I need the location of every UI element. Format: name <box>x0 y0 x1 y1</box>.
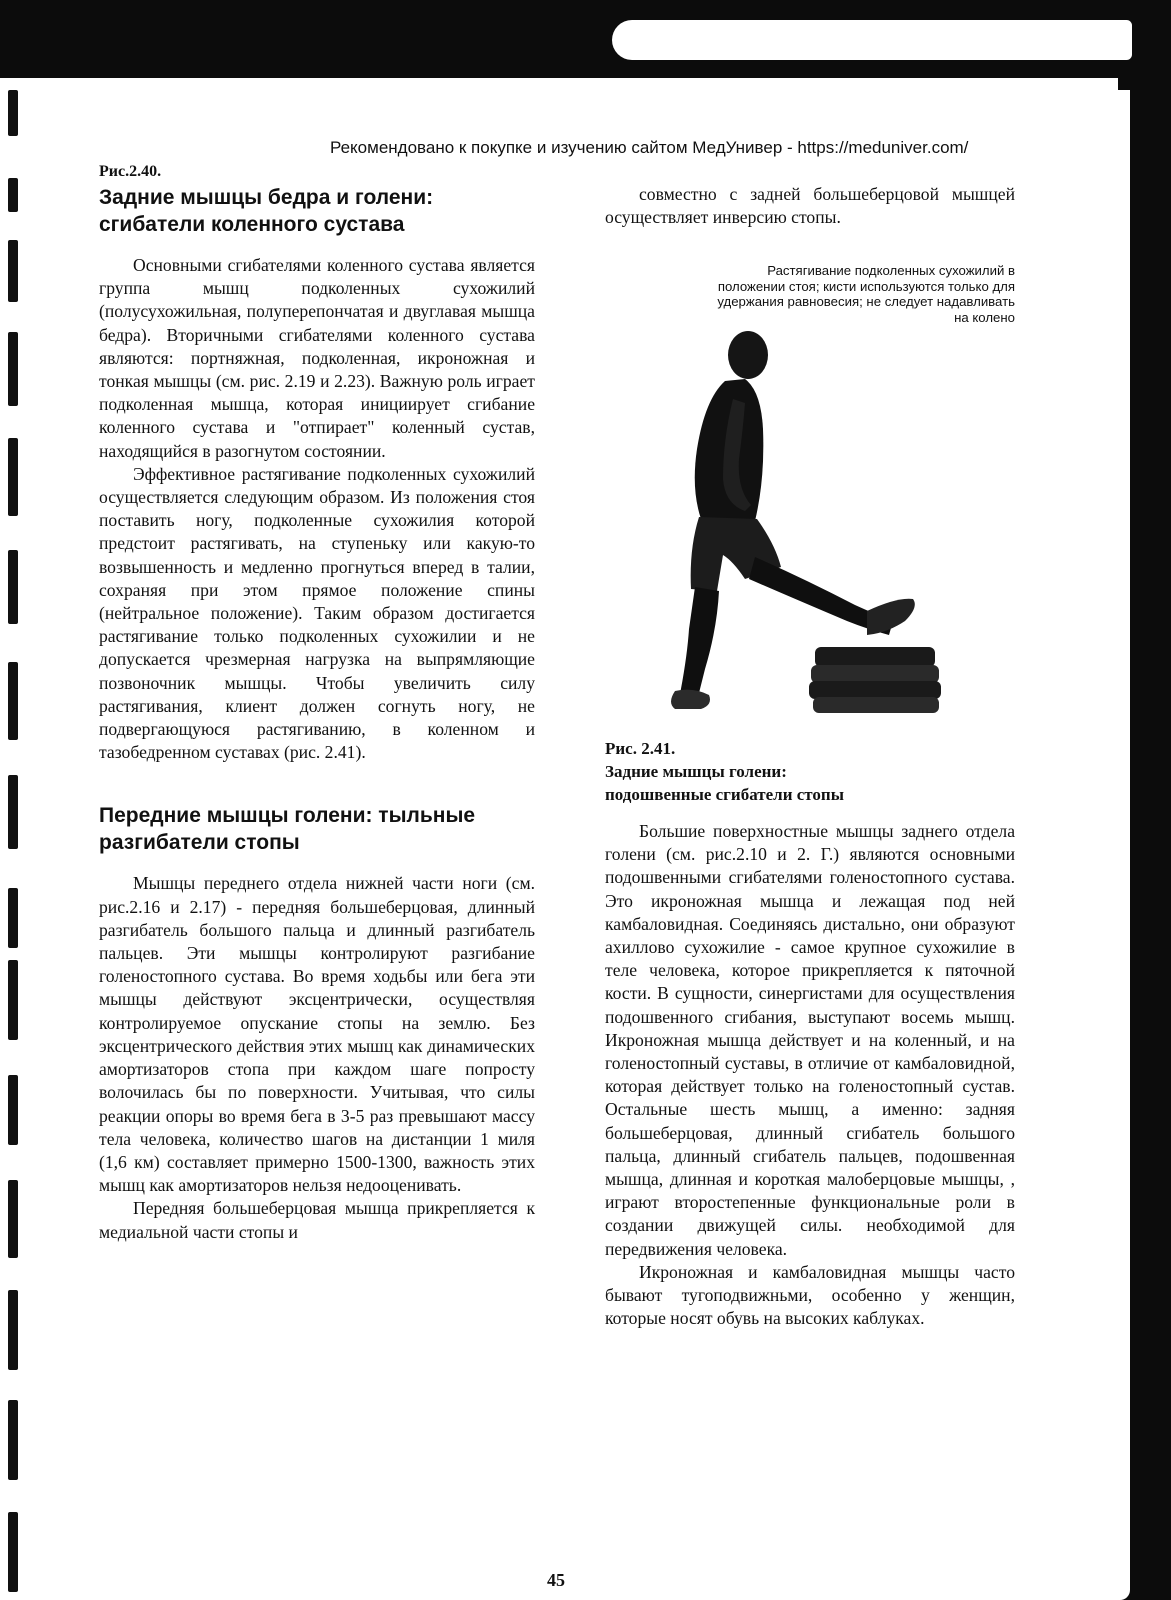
left-column <box>99 162 535 1244</box>
paragraph-flexors: Основными сгибателями коленного сустава является группа мышц подколенных сухожилий (полусухожильная, полуперепончатая и двуглавая мышца бедра). Вторичными сгибателями коленного сустава являются: портняжная, подколенная, икроножная и тонкая мышцы (см. рис. 2.19 и 2.23). Важную роль играет подколенная мышца, которая инициирует сгибание коленного сустава и "отпирает" коленный сустав, находящийся в разогнутом состоянии. <box>99 255 535 461</box>
paragraph-tibialis-anterior: Передняя большеберцовая мышца прикрепляется к медиальной части стопы и <box>99 1198 535 1242</box>
section-heading-anterior-leg <box>99 802 535 856</box>
caption-line: Растягивание подколенных сухожилий в <box>767 263 1015 279</box>
figure-title-line: Задние мышцы голени: <box>605 762 787 782</box>
figure-title-line: подошвенные сгибатели стопы <box>605 785 844 805</box>
page-number: 45 <box>547 1570 565 1590</box>
heading-line: разгибатели стопы <box>99 831 300 855</box>
right-column <box>605 183 1015 1331</box>
photo-caption <box>605 263 1015 325</box>
foot-shape <box>867 599 915 635</box>
scan-right-border-edge <box>1116 90 1130 1600</box>
standing-leg-shape <box>679 587 719 701</box>
figure-label-2-40: Рис.2.40. <box>99 163 162 180</box>
paragraph-continued: совместно с задней большеберцовой мышцей осуществляет инверсию стопы. <box>605 184 1015 228</box>
stretching-man-illustration <box>605 329 1015 719</box>
heading-line: Задние мышцы бедра и голени: <box>99 186 434 209</box>
head-shape <box>728 331 768 379</box>
step-block <box>809 647 941 713</box>
heading-line: сгибатели коленного сустава <box>99 213 405 236</box>
section-heading-posterior-thigh <box>99 184 535 238</box>
shoe-shape <box>671 690 710 709</box>
caption-line: удержания равновесия; не следует надавливать <box>717 294 1015 310</box>
heading-line: Передние мышцы голени: тыльные <box>99 804 476 828</box>
figure-2-41-caption <box>605 737 1015 806</box>
scan-left-binding-marks <box>8 90 22 1600</box>
paragraph-tight-muscles: Икроножная и камбаловидная мышцы часто бывают тугоподвижньми, особенно у женщин, которые носят обувь на высоких каблуках. <box>605 1261 1015 1329</box>
scan-top-border-notch <box>612 20 1132 60</box>
caption-line: положении стоя; кисти используются только для <box>717 278 1015 294</box>
figure-label-2-41: Рис. 2.41. <box>605 739 676 759</box>
paragraph-plantar-flexors: Большие поверхностные мышцы заднего отдела голени (см. рис.2.10 и 2. Г.) являются основными подошвенными сгибателями голеностопного сустава. Это икроножная мышца и лежащая под ней камбаловидная. Соединяясь дистально, они образуют ахиллово сухожилие - самое крупное сухожилие в теле человека, которое прикрепляется к пяточной кости. В сущности, синергистами для осуществления подошвенного сгибания, выступают восемь мышц. Икроножная мышца действует и на коленный, и на голеностопный суставы, в отличие от камбаловидной, которая действует только на голеностопный сустав. Остальные шесть мышц, а именно: задняя большеберцовая, длинный сгибатель большого пальца, длинный сгибатель пальцев, подошвенная мышца, длинная и короткая малоберцовые мышцы, , играют второстепенные функциональные роли в создании движущей силы. необходимой для передвижения человека. <box>605 821 1015 1259</box>
hamstring-stretch-photo <box>605 329 1015 719</box>
paragraph-stretching: Эффективное растягивание подколенных сухожилий осуществляется следующим образом. Из положения стоя поставить ногу, подколенные сухожилия которой предстоит растягивать, на ступеньку или какую-то возвышенность и медленно прогнуться вперед в талии, сохраняя при этом прямое положение спины (нейтральное положение). Таким образом достигается растягивание только подколенных сухожилии и не допускается чрезмерная нагрузка на выпрямляющие позвоночник мышцы. Чтобы увеличить силу растягивания, клиент должен согнуть ногу, не подвергающуюся растягиванию, в коленном и тазобедренном суставах (рис. 2.41). <box>99 463 535 763</box>
paragraph-anterior-muscles: Мышцы переднего отдела нижней части ноги (см. рис.2.16 и 2.17) - передняя большеберцовая, длинный разгибатель большого пальца и длинный разгибатель пальцев. Эти мышцы контролируют разгибание голеностопного сустава. Во время ходьбы или бега эти мышцы действуют эксцентрически, осуществляя контролируемое опускание стопы на землю. Без эксцентрического действия этих мышц как динамических амортизаторов стопа при каждом шаге попросту волочилась бы по поверхности. Учитывая, что силы реакции опоры во время бега в 3-5 раз превышают массу тела человека, количество шагов на дистанции 1 миля (1,6 км) составляет примерно 1500-1300, важность этих мышц как амортизаторов нельзя недооценивать. <box>99 873 535 1196</box>
watermark-text: Рекомендовано к покупке и изучению сайтом МедУнивер - https://meduniver.com/ <box>330 138 969 157</box>
caption-line: на колено <box>954 309 1015 325</box>
